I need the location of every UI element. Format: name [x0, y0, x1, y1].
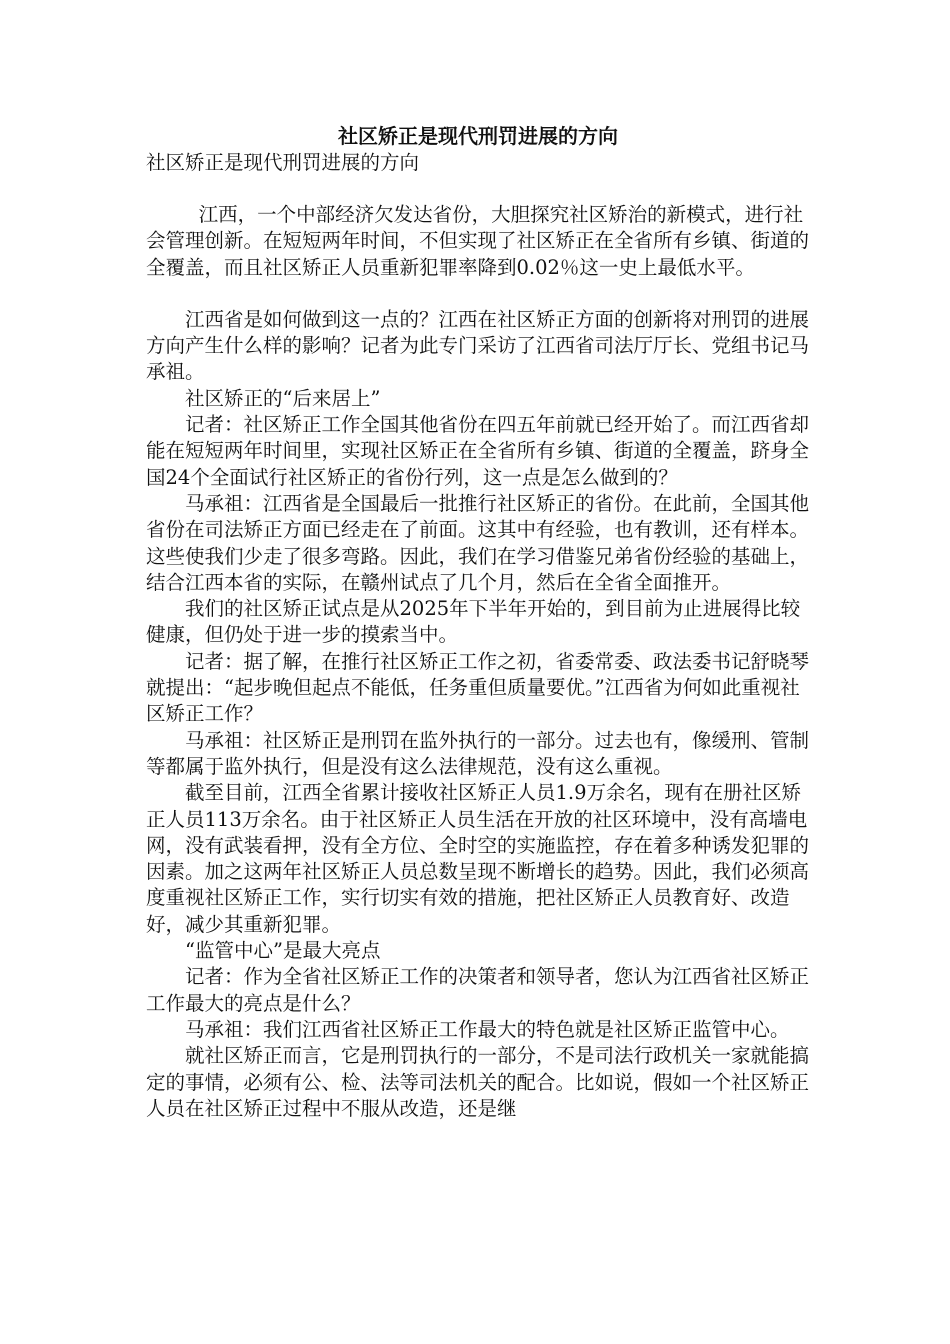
- paragraph: 记者：作为全省社区矫正工作的决策者和领导者，您认为江西省社区矫正工作最大的亮点是什么？: [146, 965, 810, 1015]
- document-subtitle: 社区矫正是现代刑罚进展的方向: [146, 151, 420, 174]
- paragraph: 记者：社区矫正工作全国其他省份在四五年前就已经开始了。而江西省却能在短短两年时间里，实现社区矫正在全省所有乡镇、街道的全覆盖，跻身全国24个全面试行社区矫正的省份行列，这一点是怎么做到的？: [146, 413, 810, 489]
- paragraph: 马承祖：我们江西省社区矫正工作最大的特色就是社区矫正监管中心。: [185, 1017, 790, 1041]
- paragraph: 江西省是如何做到这一点的？江西在社区矫正方面的创新将对刑罚的进展方向产生什么样的影响？记者为此专门采访了江西省司法厅厅长、党组书记马承祖。: [146, 307, 810, 384]
- section-heading: “监管中心”是最大亮点: [185, 939, 381, 963]
- paragraph: 江西，一个中部经济欠发达省份，大胆探究社区矫治的新模式，进行社会管理创新。在短短两年时间，不但实现了社区矫正在全省所有乡镇、街道的全覆盖，而且社区矫正人员重新犯罪率降到0.02％这一史上最低水平。: [146, 203, 810, 279]
- document-body: [146, 202, 810, 1122]
- paragraph: 我们的社区矫正试点是从2025年下半年开始的，到目前为止进展得比较健康，但仍处于进一步的摸索当中。: [146, 597, 801, 647]
- section-heading: 社区矫正的“后来居上”: [185, 386, 381, 410]
- paragraph: 截至目前，江西全省累计接收社区矫正人员1.9万余名，现有在册社区矫正人员113万余名。由于社区矫正人员生活在开放的社区环境中，没有高墙电网，没有武装看押，没有全方位、全时空的实施监控，存在着多种诱发犯罪的因素。加之这两年社区矫正人员总数呈现不断增长的趋势。因此，我们必须高度重视社区矫正工作，实行切实有效的措施，把社区矫正人员教育好、改造好，减少其重新犯罪。: [146, 781, 810, 936]
- blank-line: [146, 281, 810, 307]
- paragraph: 马承祖：社区矫正是刑罚在监外执行的一部分。过去也有，像缓刑、管制等都属于监外执行，但是没有这么法律规范，没有这么重视。: [146, 728, 810, 778]
- paragraph: 马承祖：江西省是全国最后一批推行社区矫正的省份。在此前，全国其他省份在司法矫正方面已经走在了前面。这其中有经验，也有教训，还有样本。这些使我们少走了很多弯路。因此，我们在学习借鉴兄弟省份经验的基础上，结合江西本省的实际，在赣州试点了几个月，然后在全省全面推开。: [146, 491, 810, 594]
- paragraph: 记者：据了解，在推行社区矫正工作之初，省委常委、政法委书记舒晓琴就提出：“起步晚但起点不能低，任务重但质量要优。”江西省为何如此重视社区矫正工作？: [146, 649, 810, 726]
- paragraph: 就社区矫正而言，它是刑罚执行的一部分，不是司法行政机关一家就能搞定的事情，必须有公、检、法等司法机关的配合。比如说，假如一个社区矫正人员在社区矫正过程中不服从改造，还是继: [146, 1044, 810, 1120]
- document-title: 社区矫正是现代刑罚进展的方向: [338, 124, 618, 148]
- blank-line: [146, 176, 810, 202]
